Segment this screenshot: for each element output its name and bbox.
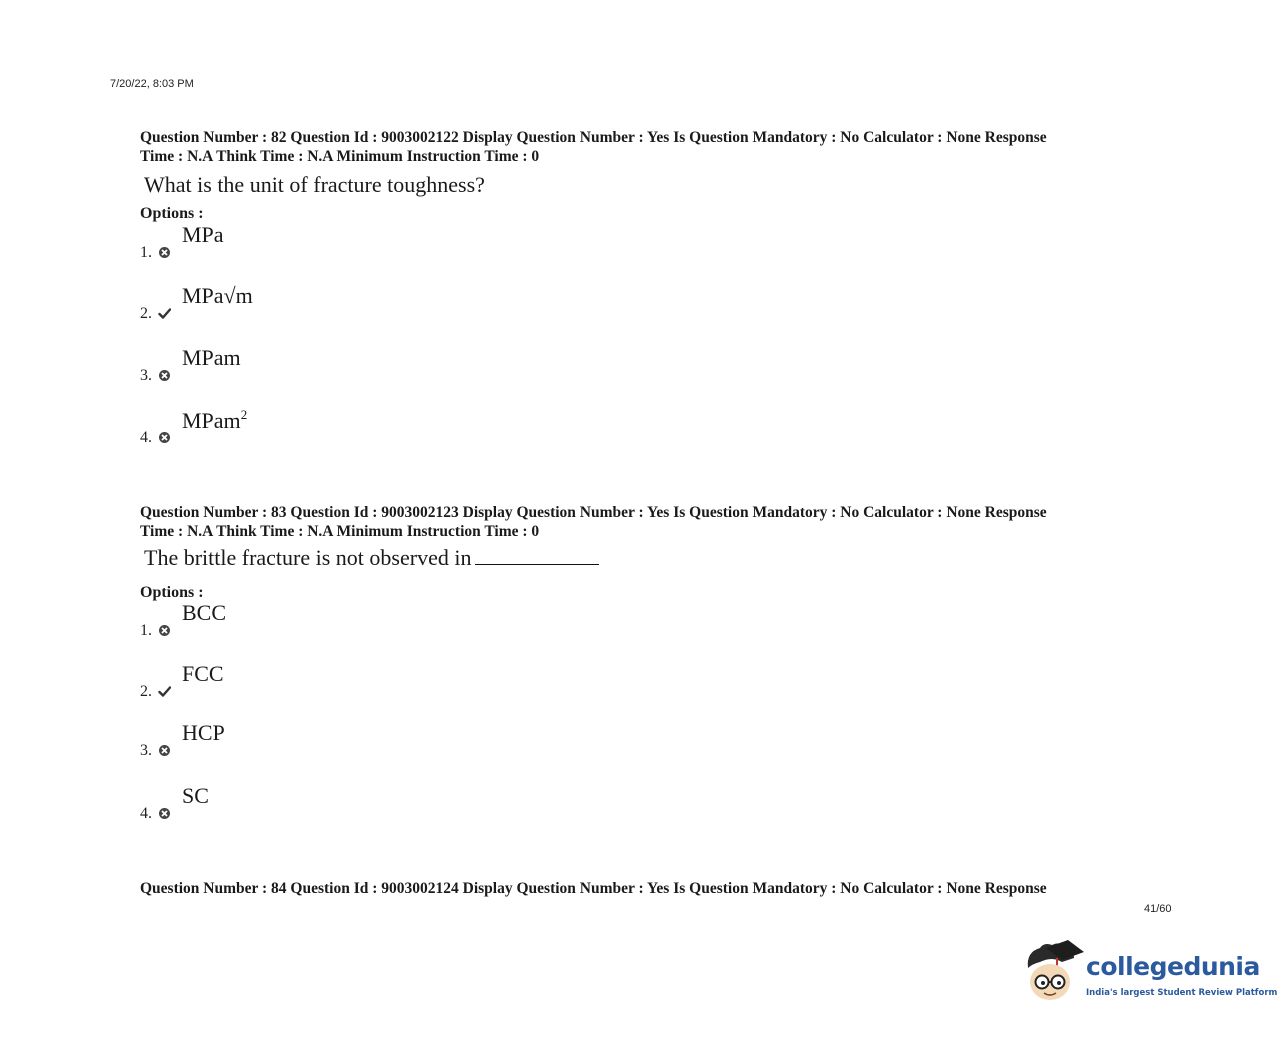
check-icon bbox=[158, 685, 171, 698]
mascot-icon bbox=[1022, 938, 1086, 1008]
cross-icon bbox=[158, 744, 171, 757]
fill-in-blank-line bbox=[475, 550, 599, 565]
question-meta-line1: Question Number : 83 Question Id : 9003002123 Display Question Number : Yes Is Question Mandatory : No Calculator : None Response bbox=[140, 504, 1047, 521]
option-text: HCP bbox=[182, 720, 225, 745]
option-superscript: 2 bbox=[240, 407, 248, 422]
question-meta-line2: Time : N.A Think Time : N.A Minimum Instruction Time : 0 bbox=[140, 523, 540, 540]
question-meta-line1: Question Number : 84 Question Id : 9003002124 Display Question Number : Yes Is Question Mandatory : No Calculator : None Response bbox=[140, 880, 1047, 897]
option-text: MPa√m bbox=[182, 283, 253, 308]
question-text: The brittle fracture is not observed in bbox=[144, 545, 472, 570]
option-text: MPam bbox=[182, 345, 241, 370]
question-82-meta bbox=[140, 128, 1160, 166]
cross-icon bbox=[158, 369, 171, 382]
page-number: 41/60 bbox=[1144, 903, 1172, 915]
options-label: Options : bbox=[140, 584, 204, 601]
question-83-meta bbox=[140, 503, 1160, 541]
question-meta-line2: Time : N.A Think Time : N.A Minimum Instruction Time : 0 bbox=[140, 148, 540, 165]
option-number: 2. bbox=[140, 305, 152, 322]
option-item bbox=[140, 407, 540, 447]
collegedunia-logo bbox=[1022, 938, 1278, 1008]
question-82-text: What is the unit of fracture toughness? bbox=[144, 172, 485, 197]
cross-icon bbox=[158, 624, 171, 637]
cross-icon bbox=[158, 807, 171, 820]
option-number: 4. bbox=[140, 805, 152, 822]
option-number: 4. bbox=[140, 429, 152, 446]
brand-tagline: India's largest Student Review Platform bbox=[1086, 988, 1278, 998]
options-label: Options : bbox=[140, 205, 204, 222]
question-meta-line1: Question Number : 82 Question Id : 9003002122 Display Question Number : Yes Is Question Mandatory : No Calculator : None Response bbox=[140, 129, 1047, 146]
option-text bbox=[182, 407, 247, 434]
option-item bbox=[140, 720, 540, 760]
brand-name: collegedunia bbox=[1086, 952, 1260, 981]
option-item bbox=[140, 345, 540, 385]
option-text: BCC bbox=[182, 600, 227, 625]
cross-icon bbox=[158, 431, 171, 444]
question-83-text bbox=[144, 545, 599, 571]
option-text-base: MPam bbox=[182, 408, 241, 433]
option-text: SC bbox=[182, 783, 209, 808]
option-item bbox=[140, 222, 540, 262]
print-timestamp: 7/20/22, 8:03 PM bbox=[110, 78, 194, 90]
option-number: 3. bbox=[140, 742, 152, 759]
option-item bbox=[140, 661, 540, 701]
option-number: 3. bbox=[140, 367, 152, 384]
option-number: 2. bbox=[140, 683, 152, 700]
option-number: 1. bbox=[140, 244, 152, 261]
option-item bbox=[140, 600, 540, 640]
option-item bbox=[140, 783, 540, 823]
option-number: 1. bbox=[140, 622, 152, 639]
option-text: FCC bbox=[182, 661, 224, 686]
check-icon bbox=[158, 307, 171, 320]
cross-icon bbox=[158, 246, 171, 259]
question-84-meta bbox=[140, 879, 1160, 898]
option-item bbox=[140, 283, 540, 323]
option-text: MPa bbox=[182, 222, 224, 247]
